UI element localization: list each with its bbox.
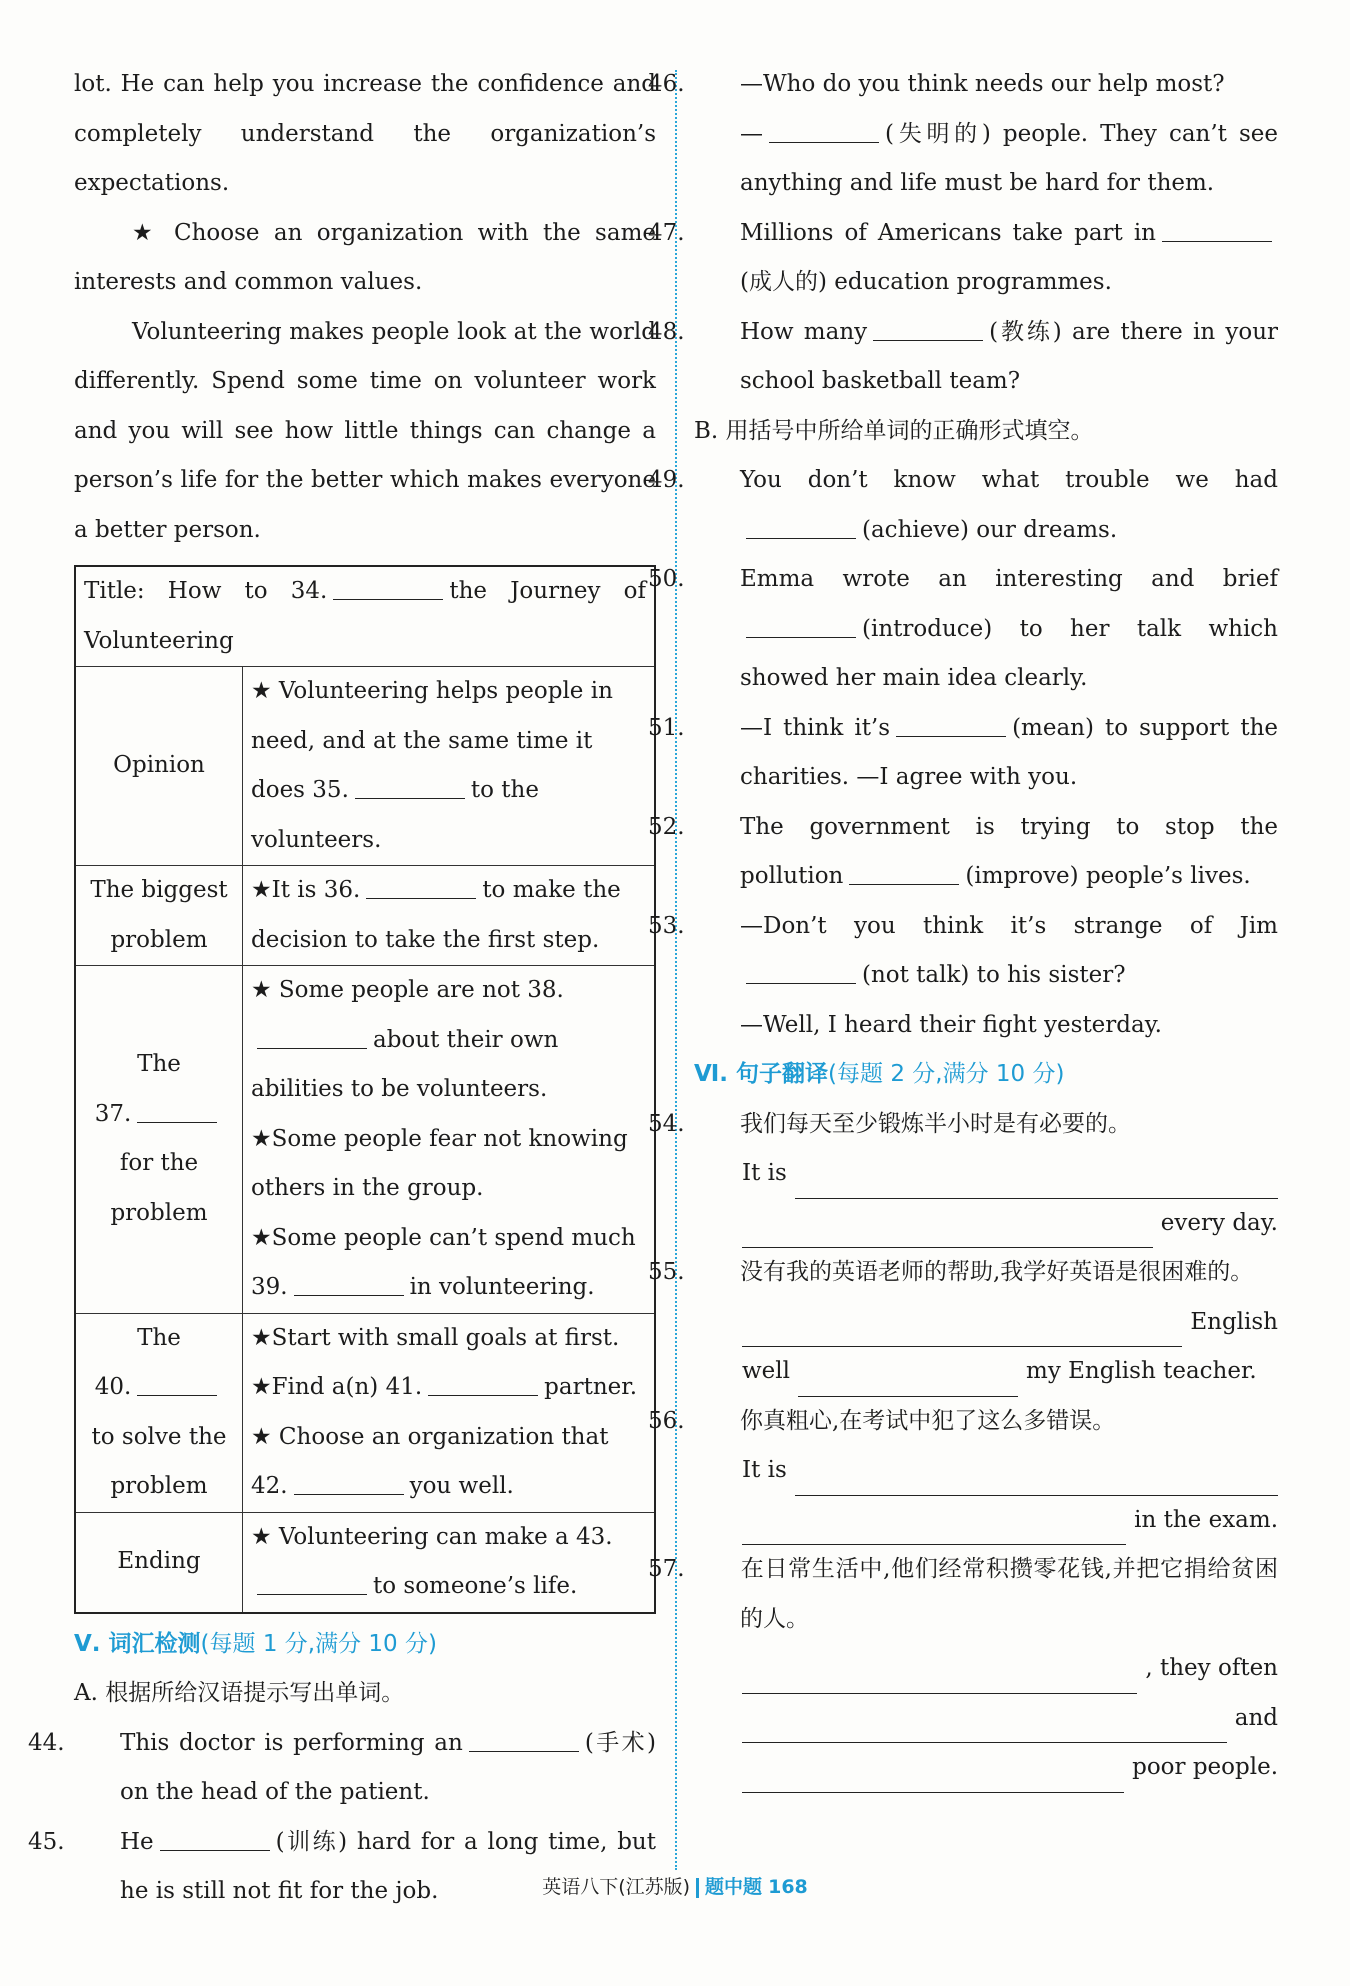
blank-39[interactable] — [294, 1273, 404, 1296]
blank-48[interactable] — [873, 318, 983, 341]
row-content-biggest-problem: ★It is 36. to make the decision to take the first step. — [243, 866, 656, 966]
row-label-solutions: The 40. to solve the problem — [75, 1313, 243, 1512]
row-content-reasons — [243, 966, 656, 1314]
answer-line-55a[interactable] — [742, 1316, 1182, 1347]
blank-50[interactable] — [746, 615, 856, 638]
reason-item: ★Some people can’t spend much 39. in volunteering. — [251, 1224, 636, 1300]
footer-separator — [696, 1878, 699, 1898]
page-number: 168 — [768, 1876, 808, 1898]
blank-49[interactable] — [746, 516, 856, 539]
section-5-heading: Ⅴ. 词汇检测(每题 1 分,满分 10 分) — [74, 1630, 437, 1657]
blank-42[interactable] — [294, 1472, 404, 1495]
answer-line-55b[interactable] — [798, 1366, 1018, 1397]
question-46: 46. —Who do you think needs our help most? — (失明的) people. They can’t see anything and life must be hard for them. — [648, 71, 1278, 196]
row-content-opinion: ★ Volunteering helps people in need, and at the same time it does 35. to the volunteers. — [243, 667, 656, 866]
question-57-prompt: 57. 在日常生活中,他们经常积攒零花钱,并把它捐给贫困的人。 — [648, 1556, 1278, 1632]
question-54-prompt: 54. 我们每天至少锻炼半小时是有必要的。 — [648, 1110, 1131, 1137]
row-label-ending: Ending — [75, 1512, 243, 1613]
question-44: 44. This doctor is performing an (手术) on the head of the patient. — [28, 1729, 656, 1805]
reading-text-intro: lot. He can help you increase the confidence and completely understand the organization’s expectations. — [74, 71, 656, 196]
part-b-instruction: B. 用括号中所给单词的正确形式填空。 — [694, 417, 1094, 444]
row-label-opinion: Opinion — [75, 667, 243, 866]
reason-item: ★ Some people are not 38.about their own abilities to be volunteers. — [251, 977, 564, 1102]
question-48: 48. How many (教练) are there in your school basketball team? — [648, 318, 1279, 394]
question-47: 47. Millions of Americans take part in(成人的) education programmes. — [694, 209, 1278, 308]
question-56-prompt: 56. 你真粗心,在考试中犯了这么多错误。 — [648, 1407, 1116, 1434]
table-title-suffix: the Journey of Volunteering — [84, 578, 646, 654]
blank-35[interactable] — [355, 776, 465, 799]
blank-38[interactable] — [257, 1026, 367, 1049]
summary-table — [74, 565, 656, 1614]
question-45: 45. He (训练) hard for a long time, but he is still not fit for the job. — [28, 1828, 656, 1904]
question-54-answer: It is every day. — [694, 1149, 1278, 1248]
question-49: 49. You don’t know what trouble we had(achieve) our dreams. — [648, 467, 1278, 543]
question-56-answer: It is in the exam. — [694, 1446, 1278, 1545]
blank-41[interactable] — [428, 1373, 538, 1396]
question-57-answer: , they often and poor people. — [694, 1644, 1278, 1793]
answer-line-54a[interactable] — [795, 1168, 1278, 1199]
footer-subject: 英语八下(江苏版) — [542, 1876, 691, 1898]
question-50: 50. Emma wrote an interesting and brief(introduce) to her talk which showed her main idea clearly. — [648, 566, 1278, 691]
question-51: 51. —I think it’s (mean) to support the charities. —I agree with you. — [648, 714, 1278, 790]
question-52: 52. The government is trying to stop the pollution (improve) people’s lives. — [648, 813, 1278, 889]
answer-line-54b[interactable] — [742, 1217, 1153, 1248]
solution-item: ★Start with small goals at first. — [251, 1324, 620, 1351]
row-content-ending: ★ Volunteering can make a 43.to someone’s life. — [243, 1512, 656, 1613]
row-content-solutions — [243, 1313, 656, 1512]
blank-51[interactable] — [896, 714, 1006, 737]
reading-text-star-tip: ★ Choose an organization with the same interests and common values. — [74, 219, 656, 295]
blank-45[interactable] — [160, 1828, 270, 1851]
blank-40[interactable] — [137, 1373, 217, 1396]
blank-46[interactable] — [769, 120, 879, 143]
page-footer — [0, 1872, 1350, 1899]
blank-52[interactable] — [849, 862, 959, 885]
blank-53[interactable] — [746, 961, 856, 984]
part-a-instruction: A. 根据所给汉语提示写出单词。 — [74, 1680, 405, 1706]
solution-item: ★ Choose an organization that 42. you well. — [251, 1423, 609, 1499]
blank-36[interactable] — [366, 876, 476, 899]
blank-34[interactable] — [333, 577, 443, 600]
row-label-biggest-problem: The biggest problem — [75, 866, 243, 966]
answer-line-57c[interactable] — [742, 1762, 1124, 1793]
answer-line-56a[interactable] — [795, 1465, 1278, 1496]
answer-line-56b[interactable] — [742, 1514, 1126, 1545]
reading-text-volunteering: Volunteering makes people look at the world differently. Spend some time on volunteer work and you will see how little things can change a person’s life for the better which makes everyone a better person. — [74, 318, 656, 543]
question-55-answer: English well my English teacher. — [694, 1298, 1278, 1397]
question-55-prompt: 55. 没有我的英语老师的帮助,我学好英语是很困难的。 — [648, 1259, 1254, 1285]
solution-item: ★Find a(n) 41. partner. — [251, 1374, 638, 1400]
row-label-reasons: The 37. for the problem — [75, 966, 243, 1314]
section-6-heading: Ⅵ. 句子翻译(每题 2 分,满分 10 分) — [694, 1061, 1065, 1087]
blank-43[interactable] — [257, 1572, 367, 1595]
table-title-row — [75, 566, 655, 667]
table-title-prefix: Title: How to 34. — [84, 578, 328, 604]
blank-47[interactable] — [1162, 219, 1272, 242]
reason-item: ★Some people fear not knowing others in the group. — [251, 1125, 628, 1201]
footer-brand: 题中题 — [705, 1876, 763, 1898]
blank-37[interactable] — [137, 1100, 217, 1123]
blank-44[interactable] — [469, 1729, 579, 1752]
right-column — [648, 60, 1279, 1793]
left-column — [28, 60, 656, 1917]
question-53: 53. —Don’t you think it’s strange of Jim(not talk) to his sister? —Well, I heard their fight yesterday. — [648, 912, 1278, 1038]
answer-line-57b[interactable] — [742, 1712, 1227, 1743]
answer-line-57a[interactable] — [742, 1663, 1137, 1694]
